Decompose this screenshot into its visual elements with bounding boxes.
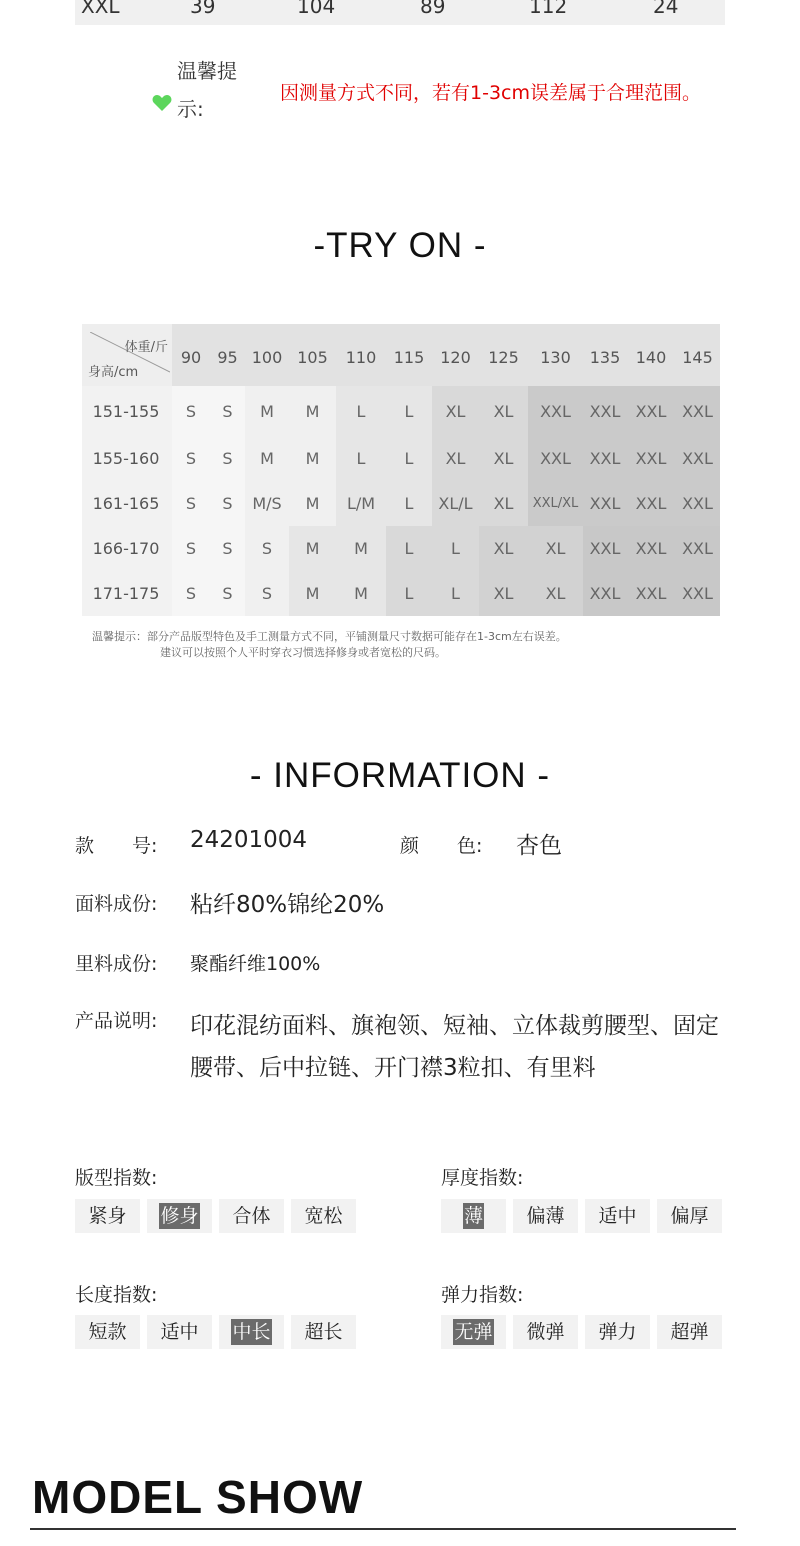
size-recommendation: XL — [445, 401, 466, 421]
elasticity-option — [585, 1315, 650, 1349]
length-option-label: 短款 — [88, 1321, 127, 1343]
tryon-title: -TRY ON - — [313, 226, 487, 265]
length-option-label: 中长 — [232, 1321, 271, 1343]
elasticity-option-label: 微弹 — [526, 1321, 565, 1343]
elasticity-option — [513, 1315, 578, 1349]
size-recommendation: XXL — [682, 584, 713, 603]
size-recommendation: M/S — [252, 494, 282, 513]
size-recommendation: S — [222, 401, 233, 421]
tryon-corner — [82, 324, 172, 386]
length-option — [147, 1315, 212, 1349]
weight-header: 135 — [589, 347, 621, 367]
size-recommendation: M — [354, 539, 368, 558]
size-recommendation: S — [222, 584, 233, 603]
thickness-option — [657, 1199, 722, 1233]
size-recommendation: S — [222, 494, 233, 513]
elasticity-index-title: 弹力指数: — [441, 1284, 524, 1306]
weight-header: 110 — [345, 347, 377, 367]
fit-option-label: 紧身 — [88, 1205, 127, 1227]
size-recommendation: M — [305, 539, 320, 558]
size-recommendation: XXL — [540, 449, 571, 468]
length-option — [219, 1315, 284, 1349]
size-recommendation: XXL — [682, 494, 713, 513]
size-recommendation: L — [404, 401, 414, 421]
fit-option-label: 修身 — [160, 1205, 199, 1227]
thickness-option-label: 薄 — [463, 1205, 483, 1227]
size-recommendation: S — [222, 539, 233, 558]
size-recommendation: XL — [493, 449, 514, 468]
size-cell: XXL — [81, 0, 120, 18]
length-option-label: 超长 — [304, 1321, 343, 1343]
size-recommendation: XL — [493, 539, 514, 558]
size-recommendation: L — [404, 584, 414, 603]
size-cell: 104 — [297, 0, 336, 18]
weight-header: 145 — [682, 347, 713, 367]
color-label: 颜 色: — [400, 835, 483, 857]
fit-index-title: 版型指数: — [75, 1167, 158, 1189]
size-recommendation: L — [404, 494, 414, 513]
size-recommendation: XL — [545, 539, 566, 558]
size-recommendation: L — [451, 539, 460, 558]
size-recommendation: M — [260, 449, 274, 468]
size-recommendation: XXL/XL — [532, 496, 579, 511]
thickness-option-label: 偏厚 — [670, 1205, 709, 1227]
fit-option — [147, 1199, 212, 1233]
size-recommendation: L — [356, 401, 366, 421]
size-recommendation: XL — [493, 494, 514, 513]
tip-label: 温馨提示: — [177, 59, 237, 121]
height-header: 161-165 — [92, 494, 160, 513]
thickness-option — [441, 1199, 506, 1233]
length-option — [291, 1315, 356, 1349]
height-header: 155-160 — [92, 449, 160, 468]
fabric-label: 面料成份: — [75, 893, 158, 915]
size-recommendation: XL — [493, 584, 514, 603]
tryon-note — [92, 629, 567, 661]
color-value: 杏色 — [516, 833, 562, 859]
lining-label: 里料成份: — [75, 953, 158, 975]
tryon-table — [82, 324, 720, 616]
weight-header: 100 — [251, 347, 283, 367]
model-show-title: MODEL SHOW — [32, 1471, 364, 1523]
size-recommendation: M — [354, 584, 368, 603]
description-value: 印花混纺面料、旗袍领、短袖、立体裁剪腰型、固定腰带、后中拉链、开门襟3粒扣、有里料 — [190, 1013, 719, 1081]
size-recommendation: L/M — [346, 494, 376, 513]
size-recommendation: XXL — [635, 584, 667, 603]
weight-header: 140 — [635, 347, 667, 367]
corner-weight-label: 体重/斤 — [124, 340, 168, 355]
height-header: 171-175 — [92, 584, 160, 603]
size-recommendation: M — [305, 449, 320, 468]
size-recommendation: S — [185, 584, 197, 603]
elasticity-option-label: 无弹 — [454, 1321, 493, 1343]
size-recommendation: XXL — [589, 539, 621, 558]
model-show-divider — [30, 1528, 736, 1530]
length-option-label: 适中 — [160, 1321, 199, 1343]
weight-header: 115 — [393, 347, 425, 367]
size-recommendation: S — [222, 449, 233, 468]
length-index-title: 长度指数: — [75, 1284, 158, 1306]
tip-text: 因测量方式不同，若有1-3cm误差属于合理范围。 — [280, 82, 701, 104]
size-recommendation: XXL — [589, 494, 621, 513]
size-recommendation: XXL — [635, 401, 667, 421]
size-recommendation: XXL — [635, 449, 667, 468]
thickness-option-label: 适中 — [598, 1205, 637, 1227]
length-option — [75, 1315, 140, 1349]
size-recommendation: XXL — [589, 401, 621, 421]
fit-option — [75, 1199, 140, 1233]
size-recommendation: M — [305, 401, 320, 421]
size-recommendation: XXL — [682, 401, 713, 421]
elasticity-option-label: 弹力 — [598, 1321, 637, 1343]
size-table-last-row — [75, 0, 725, 25]
size-recommendation: XL — [493, 401, 514, 421]
weight-header: 125 — [488, 347, 519, 367]
size-recommendation: M — [305, 584, 320, 603]
description-label: 产品说明: — [75, 1010, 158, 1032]
size-recommendation: S — [185, 449, 197, 468]
size-recommendation: M — [305, 494, 320, 513]
size-recommendation: XL — [445, 449, 466, 468]
size-recommendation: L — [356, 449, 366, 468]
thickness-option — [585, 1199, 650, 1233]
size-recommendation: L — [404, 449, 414, 468]
elasticity-option — [441, 1315, 506, 1349]
fit-option — [291, 1199, 356, 1233]
style-number-value: 24201004 — [190, 827, 308, 853]
size-recommendation: S — [261, 539, 273, 558]
size-cell: 39 — [190, 0, 216, 18]
size-recommendation: S — [185, 494, 197, 513]
tryon-note-line1: 温馨提示：部分产品版型特色及手工测量方式不同，平铺测量尺寸数据可能存在1-3cm左右误差。 — [92, 630, 567, 643]
size-cell: 24 — [653, 0, 679, 18]
fit-option — [219, 1199, 284, 1233]
weight-header: 105 — [297, 347, 328, 367]
thickness-option — [513, 1199, 578, 1233]
size-recommendation: XL/L — [438, 494, 473, 513]
weight-header: 130 — [540, 347, 571, 367]
heart-icon — [152, 94, 172, 112]
size-recommendation: XXL — [589, 449, 621, 468]
height-header: 166-170 — [92, 539, 160, 558]
information-title: - INFORMATION - — [249, 756, 551, 795]
tryon-note-line2: 建议可以按照个人平时穿衣习惯选择修身或者宽松的尺码。 — [160, 646, 446, 659]
weight-header: 120 — [440, 347, 471, 367]
size-recommendation: M — [260, 401, 274, 421]
size-recommendation: XL — [545, 584, 566, 603]
elasticity-option — [657, 1315, 722, 1349]
fabric-value: 粘纤80%锦纶20% — [190, 892, 385, 918]
height-header: 151-155 — [92, 401, 160, 421]
size-recommendation: S — [185, 539, 197, 558]
corner-height-label: 身高/cm — [88, 365, 139, 380]
thickness-index-title: 厚度指数: — [441, 1167, 524, 1189]
elasticity-option-label: 超弹 — [670, 1321, 709, 1343]
thickness-option-label: 偏薄 — [526, 1205, 565, 1227]
weight-header: 95 — [217, 347, 238, 367]
size-recommendation: S — [261, 584, 273, 603]
size-recommendation: XXL — [682, 449, 713, 468]
fit-option-label: 宽松 — [304, 1205, 343, 1227]
size-cell: 112 — [529, 0, 568, 18]
size-recommendation: S — [185, 401, 197, 421]
lining-value: 聚酯纤维100% — [190, 953, 321, 975]
size-recommendation: XXL — [682, 539, 713, 558]
weight-header: 90 — [180, 347, 202, 367]
size-recommendation: XXL — [635, 539, 667, 558]
size-recommendation: XXL — [589, 584, 621, 603]
fit-option-label: 合体 — [232, 1205, 271, 1227]
size-recommendation: XXL — [540, 401, 571, 421]
size-cell: 89 — [420, 0, 446, 18]
size-recommendation: L — [404, 539, 414, 558]
style-number-label: 款 号: — [75, 835, 158, 857]
size-recommendation: L — [451, 584, 460, 603]
size-recommendation: XXL — [635, 494, 667, 513]
